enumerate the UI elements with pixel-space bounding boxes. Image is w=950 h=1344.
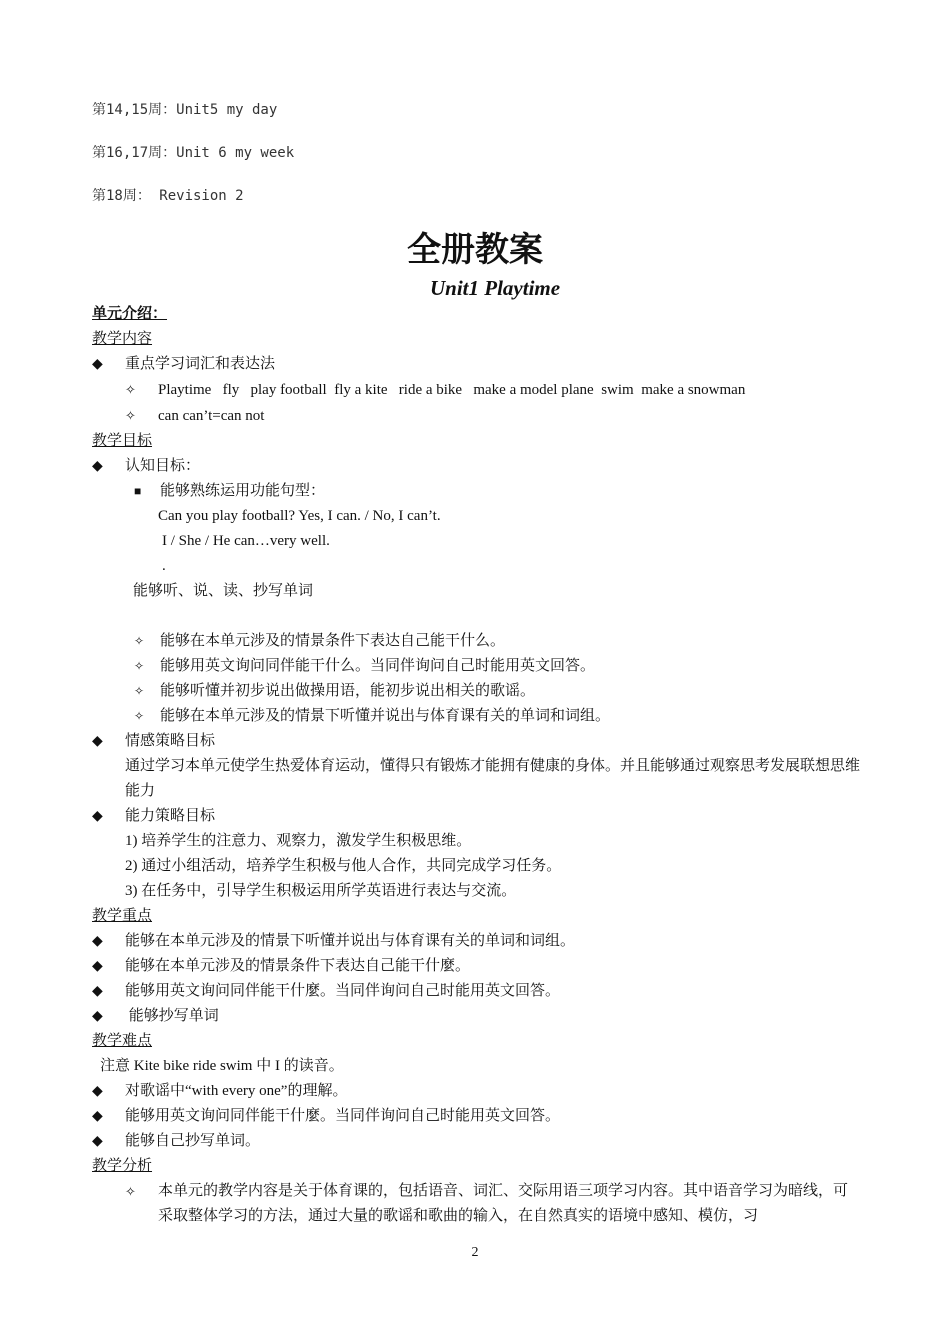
page-number: 2 (471, 1245, 479, 1260)
can-line: can can’t=can not (158, 408, 265, 424)
ability-goal: 能力策略目标 (125, 808, 216, 824)
diamond-bullet-icon: ◆ (92, 934, 103, 949)
key-item: 能够在本单元涉及的情景下听懂并说出与体育课有关的单词和词组。 (125, 933, 576, 949)
diamond-bullet-icon: ◆ (92, 1084, 103, 1099)
ability-item: 3) 在任务中，引导学生积极运用所学英语进行表达与交流。 (125, 883, 517, 899)
star-bullet-icon: ✧ (134, 634, 145, 648)
diamond-bullet-icon: ◆ (92, 1134, 103, 1149)
star-bullet-icon: ✧ (134, 684, 145, 698)
section-heading-analysis: 教学分析 (92, 1158, 153, 1174)
emotion-goal: 情感策略目标 (125, 733, 216, 749)
ability-item: 2) 通过小组活动，培养学生积极与他人合作，共同完成学习任务。 (125, 858, 562, 874)
schedule-row: 第14,15周：Unit5 my day (92, 102, 278, 118)
schedule-list (92, 100, 294, 229)
sentence-label: 能够熟练运用功能句型： (160, 483, 326, 499)
diamond-bullet-icon: ◆ (92, 1109, 103, 1124)
key-item: 能够用英文询问同伴能干什麼。当同伴询问自己时能用英文回答。 (125, 983, 561, 999)
section-heading-key: 教学重点 (92, 908, 153, 924)
sentence-1: Can you play football? Yes, I can. / No, I can’t. (158, 508, 441, 524)
cog-item: 能够用英文询问同伴能干什么。当同伴询问自己时能用英文回答。 (160, 658, 596, 674)
diamond-bullet-icon: ◆ (92, 809, 103, 824)
diamond-bullet-icon: ◆ (92, 984, 103, 999)
cog-item: 能够听懂并初步说出做操用语，能初步说出相关的歌谣。 (160, 683, 536, 699)
section-heading-content: 教学内容 (92, 331, 153, 347)
sentence-2: I / She / He can…very well. (162, 533, 330, 549)
diamond-bullet-icon: ◆ (92, 459, 103, 474)
cog-item: 能够在本单元涉及的情景条件下表达自己能干什么。 (160, 633, 506, 649)
dot-line: . (162, 558, 166, 574)
lesson-plan-body (92, 302, 862, 1229)
schedule-row: 第18周： Revision 2 (92, 188, 244, 204)
difficult-item: 对歌谣中“with every one”的理解。 (125, 1083, 348, 1099)
key-item: 能够抄写单词 (125, 1008, 219, 1024)
emotion-text: 通过学习本单元使学生热爱体育运动，懂得只有锻炼才能拥有健康的身体。并且能够通过观察思考发展联想思维能力 (125, 758, 861, 799)
listen-speak: 能够听、说、读、抄写单词 (133, 583, 314, 599)
diamond-bullet-icon: ◆ (92, 357, 103, 372)
difficult-item: 能够用英文询问同伴能干什麼。当同伴询问自己时能用英文回答。 (125, 1108, 561, 1124)
cognitive-goal: 认知目标： (125, 458, 201, 474)
difficult-note: 注意 Kite bike ride swim 中 I 的读音。 (100, 1058, 344, 1074)
star-bullet-icon: ✧ (125, 382, 136, 397)
diamond-bullet-icon: ◆ (92, 734, 103, 749)
cog-item: 能够在本单元涉及的情景下听懂并说出与体育课有关的单词和词组。 (160, 708, 611, 724)
star-bullet-icon: ✧ (134, 659, 145, 673)
key-item: 能够在本单元涉及的情景条件下表达自己能干什麼。 (125, 958, 471, 974)
star-bullet-icon: ✧ (125, 408, 136, 423)
ability-item: 1) 培养学生的注意力、观察力，激发学生积极思维。 (125, 833, 472, 849)
schedule-row: 第16,17周：Unit 6 my week (92, 145, 295, 161)
content-item: 重点学习词汇和表达法 (125, 356, 276, 372)
page-title: 全册教案 (407, 230, 543, 270)
unit-intro-heading: 单元介绍： (92, 306, 168, 322)
difficult-item: 能够自己抄写单词。 (125, 1133, 261, 1149)
vocab-line: Playtime fly play football fly a kite ride a bike make a model plane swim make a snowman (158, 382, 746, 398)
section-heading-goals: 教学目标 (92, 433, 153, 449)
section-heading-difficult: 教学难点 (92, 1033, 153, 1049)
diamond-bullet-icon: ◆ (92, 1009, 103, 1024)
unit-title: Unit1 Playtime (430, 276, 561, 300)
square-bullet-icon: ■ (134, 484, 142, 498)
star-bullet-icon: ✧ (134, 709, 145, 723)
blank-line (92, 604, 862, 629)
star-bullet-icon: ✧ (125, 1184, 136, 1199)
diamond-bullet-icon: ◆ (92, 959, 103, 974)
analysis-text: 本单元的教学内容是关于体育课的，包括语音、词汇、交际用语三项学习内容。其中语音学习为暗线，可采取整体学习的方法，通过大量的歌谣和歌曲的输入，在自然真实的语境中感知、模仿，习 (158, 1183, 849, 1224)
